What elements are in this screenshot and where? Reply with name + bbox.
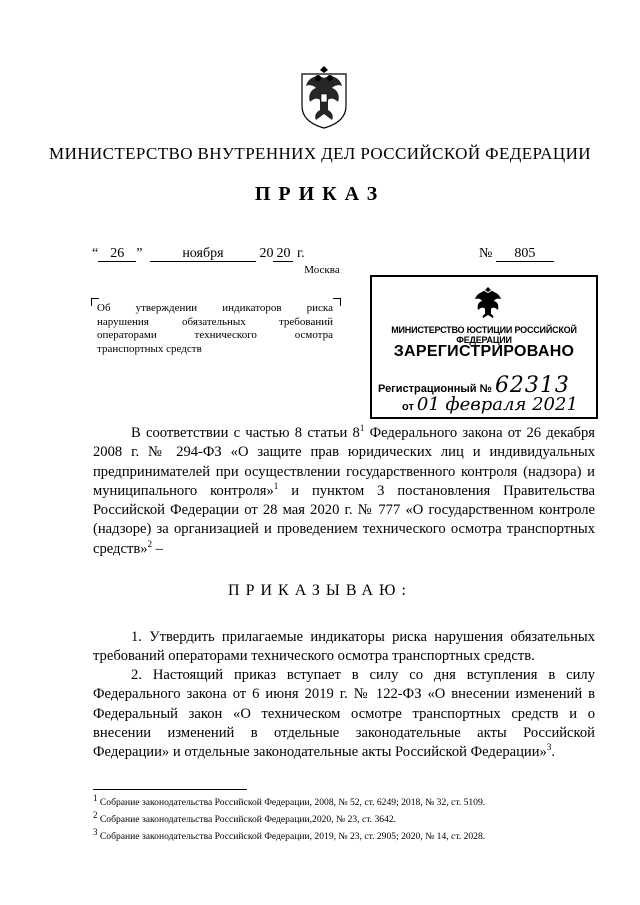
preamble-text: – (152, 540, 163, 557)
number-label: № (479, 246, 493, 261)
order-item-2 (93, 666, 595, 762)
footnote-ref: 3 (546, 742, 552, 753)
stamp-date-value: 01 февраля 2021 (416, 394, 578, 415)
subject-line: нарушения обязательных требований (97, 315, 333, 328)
stamp-reg-label: Регистрационный № (378, 383, 492, 395)
registration-stamp (370, 275, 598, 419)
order-month: ноября (150, 247, 256, 262)
double-headed-eagle-icon (472, 285, 504, 319)
number-value: 805 (496, 247, 554, 262)
footnote-ref: 1 (273, 481, 279, 492)
preamble-paragraph (93, 424, 595, 559)
subject-corner-right (333, 298, 341, 306)
order-date (92, 246, 305, 262)
preamble-text: В соответствии с частью 8 статьи 8 (131, 425, 360, 441)
subject-line: транспортных средств (97, 342, 202, 355)
footnote-mark: 2 (93, 809, 98, 820)
footnote (93, 811, 603, 828)
footnote-ref: 2 (147, 538, 153, 549)
footnote-divider (93, 789, 247, 790)
subject-line: Об утверждении индикаторов риска (97, 302, 333, 314)
document-type: ПРИКАЗ (254, 183, 386, 205)
footnote-mark: 3 (93, 826, 98, 837)
item-2-end: . (551, 744, 555, 761)
item-2-text: 2. Настоящий приказ вступает в силу со дня вступления в силу Федерального закона от 6 июня 2019 г. № 122-ФЗ «О внесении изменений в Федеральный закон «О техническом осмотре транспортных средств и о внесении изменений в отдельные законодательные акты Российской Федерации» и отдельные законодательные акты Российской Федерации» (93, 667, 595, 761)
stamp-date-line (402, 394, 578, 415)
order-city: Москва (304, 264, 340, 276)
stamp-date-label: от (402, 401, 414, 413)
order-day: 26 (98, 247, 136, 262)
stamp-reg-number: 62313 (494, 373, 570, 398)
stamp-status: ЗАРЕГИСТРИРОВАНО (393, 343, 575, 360)
quote-open: “ (92, 246, 99, 261)
order-year-unit: г. (296, 246, 305, 261)
footnote-ref: 1 (359, 423, 365, 434)
footnote (93, 828, 603, 845)
footnote-text: Собрание законодательства Российской Федерации, 2008, № 52, ст. 6249; 2018, № 32, ст. 5109. (97, 797, 486, 808)
footnote-text: Собрание законодательства Российской Федерации, 2019, № 23, ст. 2905; 2020, № 14, ст. 2028. (97, 831, 486, 842)
quote-close: ” (136, 246, 143, 261)
order-year-prefix: 20 (259, 246, 274, 261)
russian-coat-of-arms-icon (298, 60, 350, 130)
order-year-suffix: 20 (273, 247, 293, 262)
decree-heading: ПРИКАЗЫВАЮ: (228, 582, 412, 599)
footnotes (93, 794, 603, 845)
order-item-1: 1. Утвердить прилагаемые индикаторы риска нарушения обязательных требований операторами технического осмотра транспортных средств. (93, 629, 595, 665)
footnote-text: Собрание законодательства Российской Федерации,2020, № 23, ст. 3642. (97, 814, 397, 825)
order-number (479, 246, 554, 262)
preamble-text: и пунктом 3 постановления Правительства Российской Федерации от 28 мая 2020 г. № 777 «О государственном контроле (надзоре) за организацией и проведением технического осмотра транспортных средств» (93, 482, 595, 557)
footnote (93, 794, 603, 811)
subject-line: операторами технического осмотра (97, 329, 333, 341)
stamp-organization: МИНИСТЕРСТВО ЮСТИЦИИ РОССИЙСКОЙ ФЕДЕРАЦИИ (391, 325, 577, 345)
subject-block (97, 302, 333, 356)
footnote-mark: 1 (93, 792, 98, 803)
preamble-text: Федерального закона от 26 декабря 2008 г. № 294-ФЗ «О защите прав юридических лиц и индивидуальных предпринимателей при осуществлении государственного контроля (надзора) и муниципального контроля» (93, 425, 595, 499)
ministry-title: МИНИСТЕРСТВО ВНУТРЕННИХ ДЕЛ РОССИЙСКОЙ ФЕДЕРАЦИИ (49, 144, 591, 163)
